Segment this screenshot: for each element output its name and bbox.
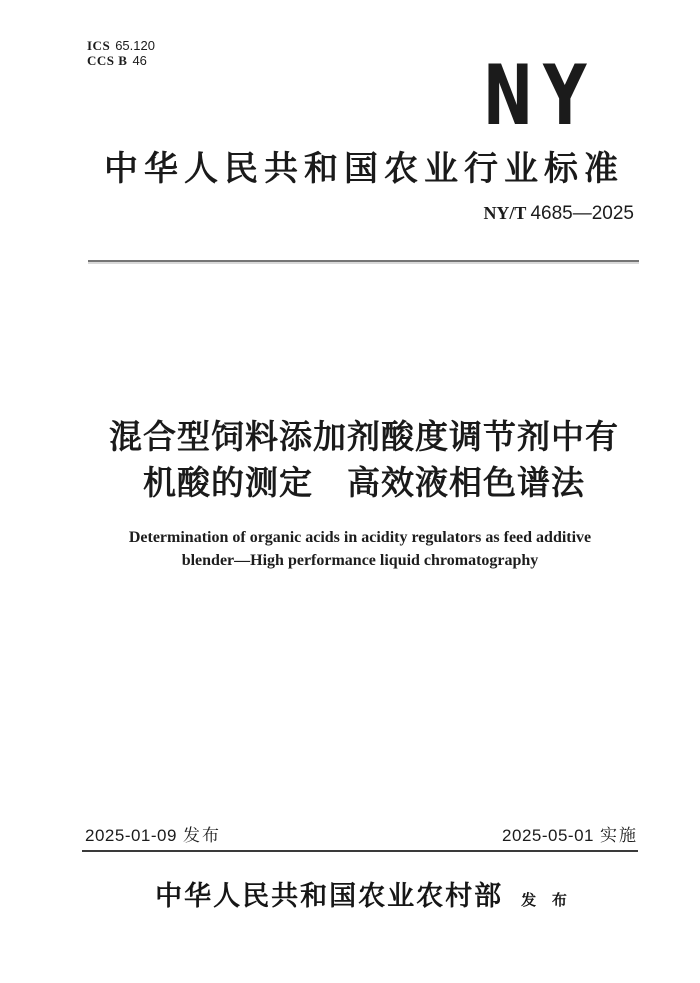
standard-type-title: 中华人民共和国农业行业标准 <box>104 150 624 188</box>
publisher-name: 中华人民共和国农业农村部 <box>155 881 504 911</box>
ny-standard-logo: NY <box>483 47 597 144</box>
document-title <box>88 414 640 506</box>
classification-codes <box>87 38 155 68</box>
issue-date: 2025-01-09 <box>85 826 177 845</box>
date-row <box>85 825 638 847</box>
publisher-issue-label: 发 布 <box>521 893 573 909</box>
standard-number-value: 4685—2025 <box>530 203 634 224</box>
implement-date-label: 实施 <box>600 826 638 845</box>
document-title-line1: 混合型饲料添加剂酸度调节剂中有 <box>109 418 619 455</box>
ics-value: 65.120 <box>115 38 155 53</box>
issue-date-label: 发布 <box>182 826 221 845</box>
english-title-line2: blender—High performance liquid chromatography <box>181 552 539 569</box>
implement-date-block <box>502 825 638 847</box>
document-title-english <box>60 526 660 572</box>
issue-date-block <box>85 825 221 847</box>
ics-code-line <box>87 38 155 53</box>
header-divider-line <box>88 260 639 262</box>
ccs-code-line <box>87 53 155 68</box>
english-title-line1: Determination of organic acids in acidity regulators as feed additive <box>128 529 592 546</box>
ics-label: ICS <box>87 38 111 53</box>
ccs-label: CCS B <box>87 53 128 68</box>
implement-date: 2025-05-01 <box>502 826 594 845</box>
publisher-row <box>88 878 640 914</box>
document-title-line2: 机酸的测定 高效液相色谱法 <box>143 464 585 501</box>
footer-divider-line <box>82 850 638 852</box>
standard-number-prefix: NY/T <box>483 203 527 223</box>
standard-number <box>483 201 634 226</box>
ccs-value: 46 <box>132 53 147 68</box>
